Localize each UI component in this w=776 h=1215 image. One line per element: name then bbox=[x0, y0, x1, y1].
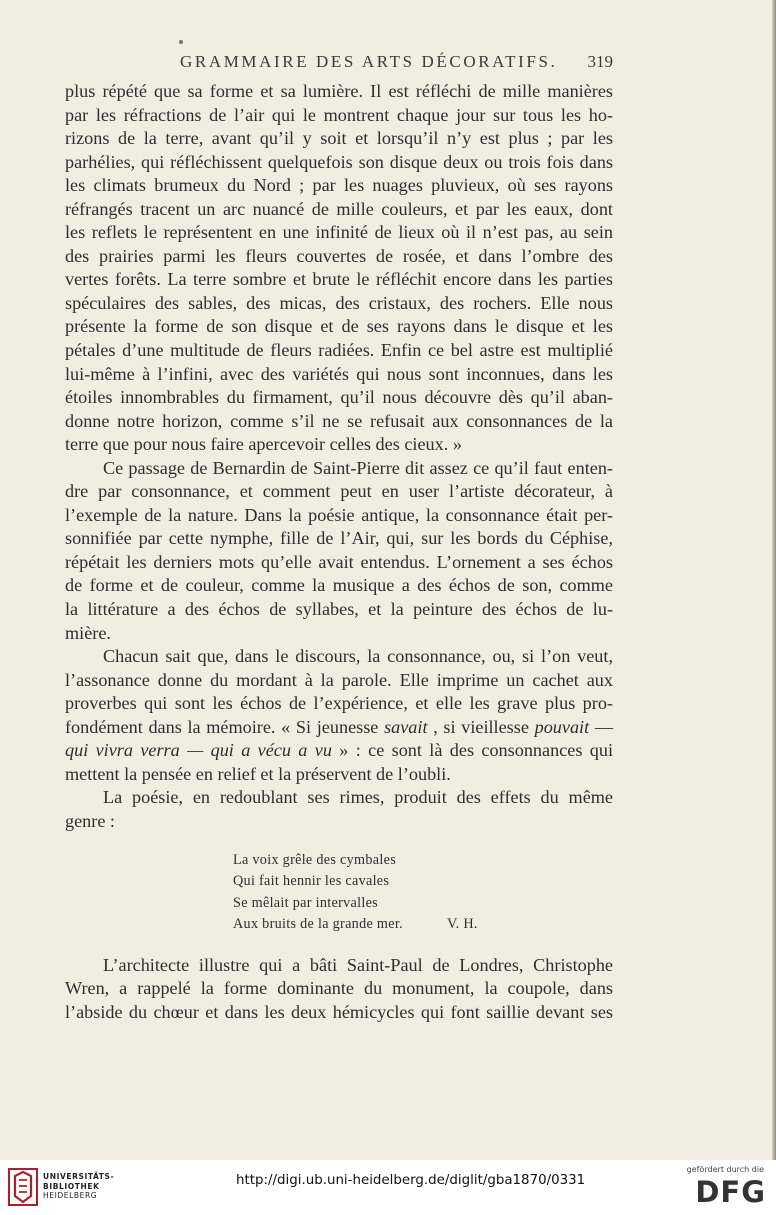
text-line bbox=[65, 598, 613, 622]
permalink-url[interactable]: http://digi.ub.uni-heidelberg.de/diglit/gba1870/0331 bbox=[236, 1173, 586, 1188]
text-line bbox=[65, 104, 613, 128]
line-text: rizons de la terre, avant qu’il y soit et lorsqu’il n’y est plus ; par les bbox=[65, 128, 613, 149]
text-line bbox=[65, 504, 613, 528]
line-text: mettent la pensée en relief et la préservent de l’oubli. bbox=[65, 763, 451, 784]
text-line bbox=[65, 315, 613, 339]
line-text: fondément dans la mémoire. « Si jeunesse bbox=[65, 716, 379, 737]
italic-phrase: pouvait bbox=[534, 716, 590, 737]
italic-phrase: savait bbox=[384, 716, 428, 737]
ink-dot bbox=[179, 40, 183, 44]
line-text: , si vieillesse bbox=[433, 716, 529, 737]
line-text: de forme et de couleur, comme la musique a des échos de son, comme bbox=[65, 575, 613, 596]
line-text: l’assonance donne du mordant à la parole. Elle imprime un cachet aux bbox=[65, 669, 613, 690]
verse-quotation bbox=[233, 850, 613, 936]
line-text: terre que pour nous faire apercevoir celles des cieux. » bbox=[65, 434, 462, 455]
text-line bbox=[65, 763, 613, 787]
line-text: étoiles innombrables du firmament, qu’il nous découvre dès qu’il aban- bbox=[65, 387, 613, 408]
dfg-logo: DFG bbox=[695, 1175, 766, 1209]
line-text: lui-même à l’infini, avec des variétés qui nous sont inconnues, dans les bbox=[65, 363, 613, 384]
line-text: dre par consonnance, et comment peut en user l’artiste décorateur, à bbox=[65, 481, 613, 502]
text-line bbox=[65, 245, 613, 269]
text-line bbox=[65, 551, 613, 575]
line-text: — bbox=[594, 716, 614, 737]
text-line bbox=[65, 386, 613, 410]
text-line bbox=[65, 669, 613, 693]
text-line bbox=[65, 739, 613, 763]
text-line bbox=[65, 433, 613, 457]
line-text: l’exemple de la nature. Dans la poésie antique, la consonnance était per- bbox=[65, 504, 613, 525]
text-line bbox=[65, 410, 613, 434]
institution-name bbox=[43, 1172, 114, 1201]
text-line bbox=[65, 268, 613, 292]
text-line bbox=[65, 339, 613, 363]
text-line bbox=[65, 151, 613, 175]
line-text: proverbes qui sont les échos de l’expérience, et elle les grave plus pro- bbox=[65, 693, 613, 714]
text-line bbox=[65, 221, 613, 245]
line-text: donne notre horizon, comme s’il ne se refusait aux consonnances de la bbox=[65, 410, 613, 431]
line-text: Ce passage de Bernardin de Saint-Pierre dit assez ce qu’il faut enten- bbox=[103, 457, 613, 478]
text-line bbox=[65, 527, 613, 551]
line-text: les reflets le représentent en une infinité de lieux où il n’est pas, au sein bbox=[65, 222, 613, 243]
body-lines-continued bbox=[65, 954, 613, 1025]
verse-line bbox=[233, 914, 613, 936]
institution-line: UNIVERSITÄTS- bbox=[43, 1172, 115, 1181]
line-text: genre : bbox=[65, 810, 115, 831]
text-line bbox=[65, 1001, 613, 1025]
line-text: des prairies parmi les fleurs couvertes de rosée, et dans l’ombre des bbox=[65, 245, 613, 266]
line-text: La poésie, en redoublant ses rimes, produit des effets du même bbox=[103, 787, 613, 808]
line-text: réfrangés tracent un arc nuancé de mille couleurs, et par les eaux, dont bbox=[65, 198, 613, 219]
text-line bbox=[65, 810, 613, 834]
line-text: pétales d’une multitude de fleurs radiées. Enfin ce bel astre est multiplié bbox=[65, 340, 613, 361]
page-header bbox=[65, 52, 613, 74]
verse-line-text: Aux bruits de la grande mer. bbox=[233, 916, 403, 932]
institution-line: HEIDELBERG bbox=[43, 1191, 98, 1200]
italic-phrase: qui vivra verra — qui a vécu a vu bbox=[65, 740, 332, 761]
text-line bbox=[65, 480, 613, 504]
text-line bbox=[65, 198, 613, 222]
line-text: la littérature a des échos de syllabes, et la peinture des échos de lu- bbox=[65, 599, 613, 620]
line-text: plus répété que sa forme et sa lumière. Il est réfléchi de mille manières bbox=[65, 81, 613, 101]
footer-bar bbox=[0, 1160, 776, 1215]
line-text: parhélies, qui réfléchissent quelquefois son disque deux ou trois fois dans bbox=[65, 151, 613, 172]
page-number: 319 bbox=[587, 52, 613, 71]
verse-line: La voix grêle des cymbales bbox=[233, 851, 397, 868]
text-line bbox=[65, 716, 613, 740]
line-text: l’abside du chœur et dans les deux hémicycles qui font saillie devant ses bbox=[65, 1001, 613, 1022]
university-library-logo-icon bbox=[8, 1168, 38, 1206]
line-text: » : ce sont là des consonnances qui bbox=[339, 740, 613, 761]
page-edge bbox=[772, 0, 776, 1160]
line-text: mière. bbox=[65, 622, 111, 643]
line-text: L’architecte illustre qui a bâti Saint-Paul de Londres, Christophe bbox=[103, 954, 613, 975]
line-text: les climats brumeux du Nord ; par les nuages pluvieux, où ses rayons bbox=[65, 175, 613, 196]
institution-line: BIBLIOTHEK bbox=[43, 1181, 100, 1191]
line-text: présente la forme de son disque et de ses rayons dans le disque et les bbox=[65, 316, 613, 337]
verse-line: Qui fait hennir les cavales bbox=[233, 873, 390, 889]
verse-line: Se mêlait par intervalles bbox=[233, 894, 378, 911]
body-text bbox=[65, 80, 613, 1024]
line-text: spéculaires des sables, des micas, des cristaux, des rochers. Elle nous bbox=[65, 292, 613, 313]
text-line bbox=[65, 363, 613, 387]
funded-by-text: gefördert durch die bbox=[686, 1165, 764, 1174]
text-line bbox=[65, 692, 613, 716]
text-line bbox=[65, 574, 613, 598]
text-line bbox=[65, 80, 613, 104]
body-lines bbox=[65, 80, 613, 834]
text-line bbox=[65, 174, 613, 198]
text-line bbox=[65, 954, 613, 978]
text-line bbox=[65, 457, 613, 481]
running-title: GRAMMAIRE DES ARTS DÉCORATIFS. bbox=[180, 52, 558, 71]
text-line bbox=[65, 645, 613, 669]
text-line bbox=[65, 292, 613, 316]
line-text: Wren, a rappelé la forme dominante du monument, la coupole, dans bbox=[65, 978, 613, 999]
text-line bbox=[65, 786, 613, 810]
line-text: vertes forêts. La terre sombre et brute le réfléchit encore dans les parties bbox=[65, 269, 613, 290]
text-line bbox=[65, 622, 613, 646]
line-text: par les réfractions de l’air qui le montrent chaque jour sur tous les ho- bbox=[65, 104, 613, 125]
line-text: Chacun sait que, dans le discours, la consonnance, ou, si l’on veut, bbox=[103, 646, 613, 667]
line-text: répétait les derniers mots qu’elle avait entendus. L’ornement a ses échos bbox=[65, 551, 613, 572]
text-line bbox=[65, 977, 613, 1001]
line-text: sonnifiée par cette nymphe, fille de l’Air, qui, sur les bords du Céphise, bbox=[65, 528, 613, 549]
text-line bbox=[65, 127, 613, 151]
verse-signature: V. H. bbox=[446, 916, 478, 932]
